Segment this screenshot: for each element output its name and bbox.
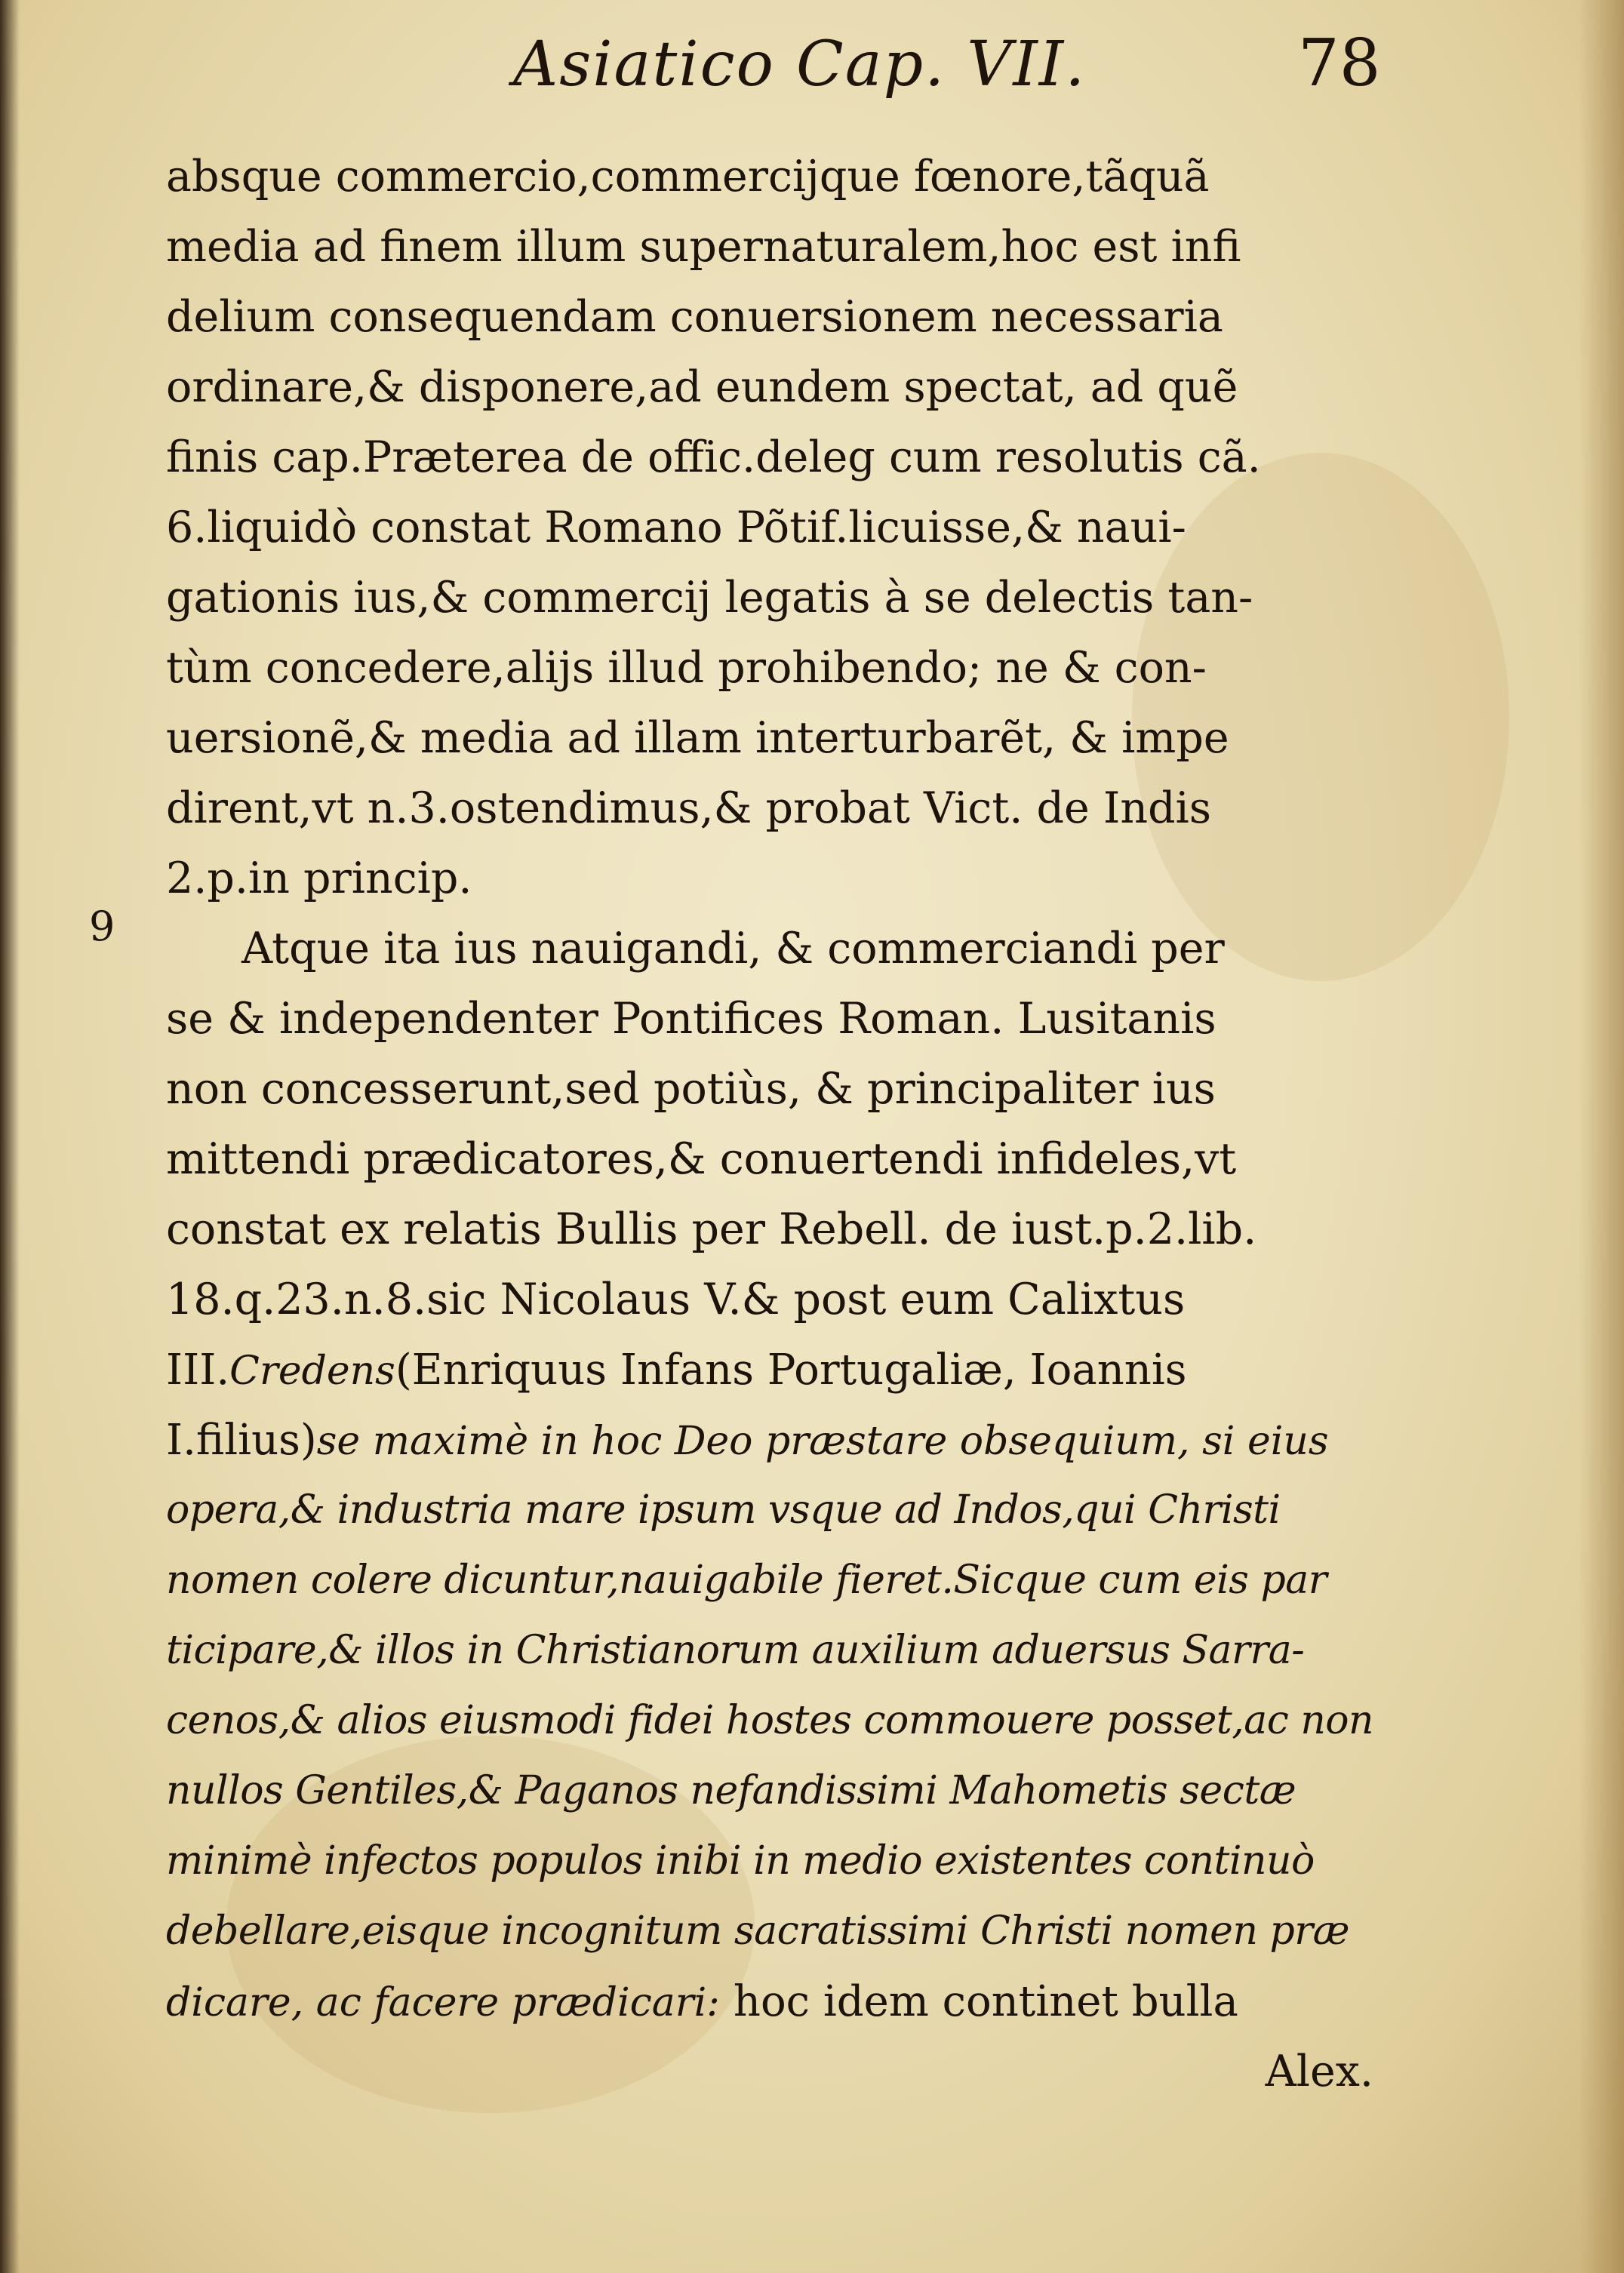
text-line: finis cap.Præterea de offic.deleg cum resolutis cã.	[166, 432, 1261, 482]
text-line: delium consequendam conuersionem necessaria	[166, 292, 1223, 342]
italic-text-line: opera,& industria mare ipsum vsque ad Indos,qui Christi	[166, 1487, 1281, 1533]
italic-text-line: ticipare,& illos in Christianorum auxilium aduersus Sarra-	[166, 1628, 1305, 1673]
text-line: mittendi prædicatores,& conuertendi infideles,vt	[166, 1134, 1237, 1184]
text-line: uersionẽ,& media ad illam interturbarẽt, & impe	[166, 713, 1229, 763]
text-line-mixed	[166, 1967, 1373, 2037]
text-line: 6.liquidò constat Romano Põtif.licuisse,& naui-	[166, 503, 1186, 552]
italic-text-line: nullos Gentiles,& Paganos nefandissimi Mahometis sectæ	[166, 1768, 1296, 1813]
text-line: 2.p.in princip.	[166, 854, 472, 903]
text-line: tùm concedere,alijs illud prohibendo; ne & con-	[166, 643, 1207, 693]
text-line: gationis ius,& commercij legatis à se delectis tan-	[166, 573, 1253, 623]
italic-text-line: debellare,eisque incognitum sacratissimi Christi nomen præ	[166, 1909, 1349, 1954]
page-edge-shading	[1579, 0, 1624, 2273]
text-line: ordinare,& disponere,ad eundem spectat, ad quẽ	[166, 362, 1238, 412]
text-line: constat ex relatis Bullis per Rebell. de iust.p.2.lib.	[166, 1204, 1257, 1254]
margin-note-number: 9	[89, 903, 115, 950]
italic-segment: Credens	[229, 1349, 395, 1394]
paragraph-2	[166, 914, 1373, 2107]
gutter-shadow	[0, 0, 20, 2273]
running-title: Asiatico Cap. VII.	[513, 29, 1087, 100]
roman-segment: I.filius)	[166, 1416, 317, 1465]
text-line-mixed	[166, 1405, 1373, 1475]
text-line: dirent,vt n.3.ostendimus,& probat Vict. de Indis	[166, 783, 1212, 833]
text-line: media ad finem illum supernaturalem,hoc est infi	[166, 222, 1241, 272]
italic-text-line: cenos,& alios eiusmodi fidei hostes commouere posset,ac non	[166, 1698, 1373, 1743]
italic-segment: se maximè in hoc Deo præstare obsequium, si eius	[316, 1419, 1329, 1464]
text-line: absque commercio,commercijque fœnore,tãquã	[166, 152, 1210, 201]
roman-segment: hoc idem continet bulla	[733, 1977, 1238, 2026]
text-line: 18.q.23.n.8.sic Nicolaus V.& post eum Calixtus	[166, 1275, 1186, 1324]
text-line: se & independenter Pontifices Roman. Lusitanis	[166, 994, 1216, 1044]
catchword: Alex.	[1265, 2047, 1373, 2096]
italic-text-line: minimè infectos populos inibi in medio existentes continuò	[166, 1838, 1315, 1884]
text-line-mixed	[166, 1335, 1373, 1405]
text-line: non concesserunt,sed potiùs, & principaliter ius	[166, 1064, 1216, 1114]
roman-segment: III.	[166, 1346, 230, 1395]
page-number: 78	[1298, 26, 1381, 101]
paragraph-1	[166, 142, 1373, 914]
main-text	[166, 142, 1373, 2107]
italic-text-line: nomen colere dicuntur,nauigabile fieret.Sicque cum eis par	[166, 1558, 1327, 1603]
italic-segment: dicare, ac facere prædicari:	[166, 1980, 720, 2025]
text-line: Atque ita ius nauigandi, & commerciandi per	[241, 924, 1225, 973]
roman-segment: (Enriquus Infans Portugaliæ, Ioannis	[395, 1346, 1187, 1395]
page-header	[166, 21, 1381, 112]
